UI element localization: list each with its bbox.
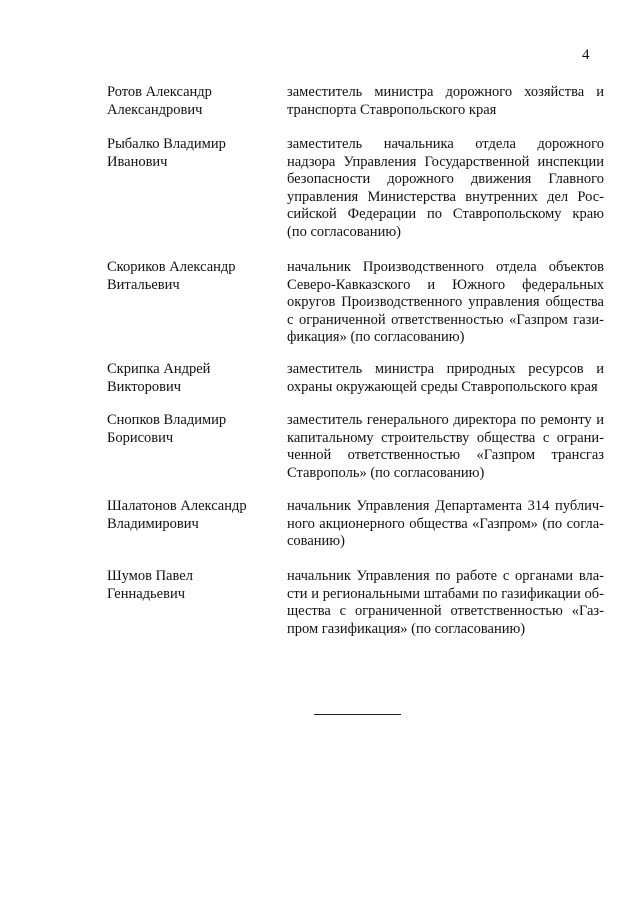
position-line: сти и региональными штабами по газификации об- xyxy=(287,585,604,602)
position-line: Северо-Кавказского и Южного федеральных xyxy=(287,276,604,293)
member-position xyxy=(287,361,604,396)
name-line: Снопков Владимир xyxy=(107,412,227,428)
member-position xyxy=(287,84,604,119)
page-number: 4 xyxy=(582,47,590,63)
position-line: округов Производственного управления общества xyxy=(287,294,604,310)
name-line: Рыбалко Владимир xyxy=(107,136,226,152)
member-position xyxy=(287,136,604,241)
member-name xyxy=(107,136,272,171)
member-name xyxy=(107,568,272,603)
position-line: заместитель министра дорожного хозяйства и xyxy=(287,84,604,100)
name-line: Скориков Александр xyxy=(107,259,236,275)
position-line: (по согласованию) xyxy=(287,223,401,240)
member-position xyxy=(287,568,604,638)
member-name xyxy=(107,361,272,396)
name-line: Скрипка Андрей xyxy=(107,361,211,377)
name-line: Викторович xyxy=(107,378,182,395)
member-name xyxy=(107,84,272,119)
member-name xyxy=(107,412,272,447)
position-line: заместитель генерального директора по ремонту и xyxy=(287,412,604,428)
position-line: с ограниченной ответственностью «Газпром гази- xyxy=(287,311,604,328)
name-line: Александрович xyxy=(107,101,203,118)
position-line: щества с ограниченной ответственностью «Газ- xyxy=(287,603,604,619)
member-name xyxy=(107,498,272,533)
name-line: Шалатонов Александр xyxy=(107,498,247,514)
member-position xyxy=(287,412,604,482)
position-line: начальник Управления по работе с органами вла- xyxy=(287,568,604,584)
member-position xyxy=(287,498,604,551)
end-of-list-rule xyxy=(314,714,401,715)
position-line: заместитель министра природных ресурсов и xyxy=(287,361,604,377)
name-line: Владимирович xyxy=(107,515,199,532)
member-name xyxy=(107,259,272,294)
position-line: начальник Производственного отдела объектов xyxy=(287,259,604,275)
position-line: ченной ответственностью «Газпром трансгаз xyxy=(287,447,604,463)
position-line: фикация» (по согласованию) xyxy=(287,329,465,345)
position-line: сийской Федерации по Ставропольскому краю xyxy=(287,206,604,222)
position-line: пром газификация» (по согласованию) xyxy=(287,620,526,637)
position-line: сованию) xyxy=(287,533,345,549)
position-line: Ставрополь» (по согласованию) xyxy=(287,464,485,481)
position-line: заместитель начальника отдела дорожного xyxy=(287,136,604,152)
position-line: транспорта Ставропольского края xyxy=(287,101,497,118)
position-line: безопасности дорожного движения Главного xyxy=(287,171,604,187)
name-line: Геннадьевич xyxy=(107,585,185,602)
position-line: управления Министерства внутренних дел Рос- xyxy=(287,188,604,205)
name-line: Иванович xyxy=(107,153,168,170)
name-line: Шумов Павел xyxy=(107,568,193,584)
position-line: надзора Управления Государственной инспекции xyxy=(287,153,604,170)
position-line: ного акционерного общества «Газпром» (по согла- xyxy=(287,515,604,532)
name-line: Борисович xyxy=(107,429,174,446)
position-line: охраны окружающей среды Ставропольского края xyxy=(287,378,598,395)
name-line: Ротов Александр xyxy=(107,84,212,100)
member-position xyxy=(287,259,604,347)
position-line: начальник Управления Департамента 314 публич- xyxy=(287,498,604,514)
position-line: капитальному строительству общества с ограни- xyxy=(287,429,604,446)
name-line: Витальевич xyxy=(107,276,180,293)
